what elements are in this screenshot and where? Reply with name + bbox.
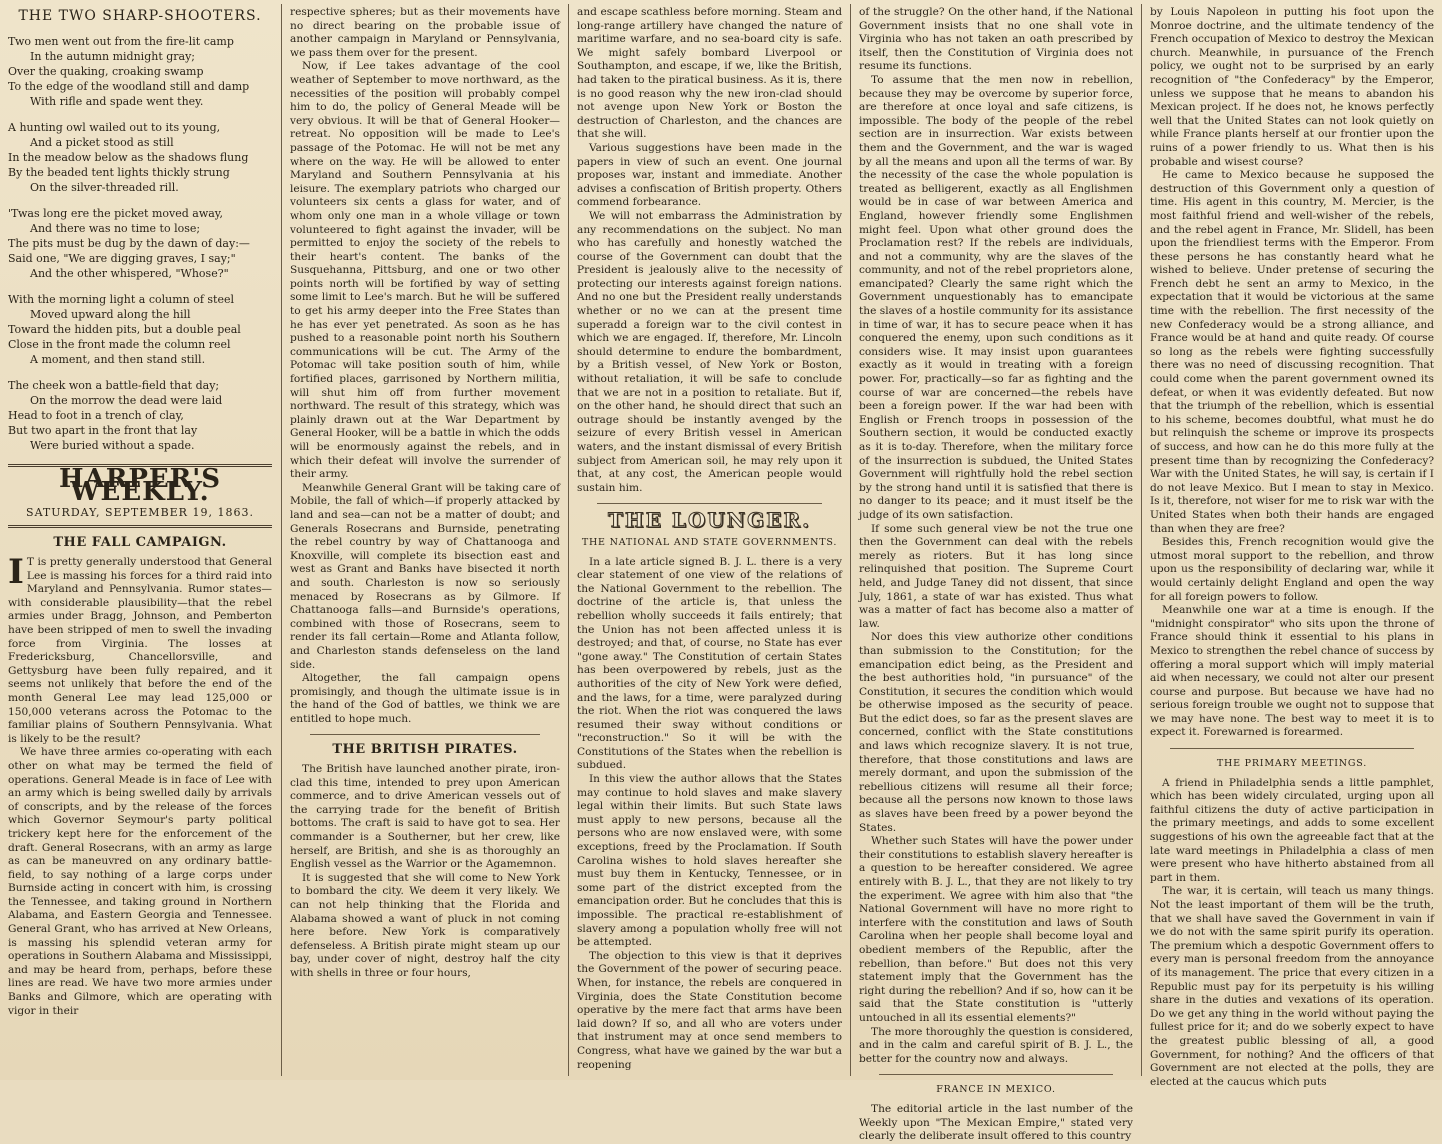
column-rule <box>1141 4 1142 1076</box>
article-title-national-state: THE NATIONAL AND STATE GOVERNMENTS. <box>581 536 838 548</box>
poem-line: By the beaded tent lights thickly strung <box>8 166 230 180</box>
article-paragraph: and escape scathless before morning. Steam and long-range artillery have changed the nature of maritime warfare, and no sea-board city is safe. We might safely bombard Liverpool or Southampton, and escape, if we, like the British, had taken to the piratical business. As it is, there is no good reason why the new iron-clad should not avenge upon New York or Boston the destruction of Charleston, and the chances are that she will. <box>577 6 842 141</box>
article-paragraph: Meanwhile one war at a time is enough. If the "midnight conspirator" who sits upon the throne of France should think it essential to his plans in Mexico to strengthen the rebel chance of success by offering a moral support which will imply material aid when necessary, we could not alter our present course and purpose. But because we have had no serious foreign trouble we ought not to suppose that we may have none. The best way to meet it is to expect it. Forewarned is forearmed. <box>1150 604 1434 739</box>
fall-campaign-paragraph: I T is pretty generally understood that General Lee is massing his forces for a third raid into Maryland and Pennsylvania. Rumor states—with considerable plausibility—that the rebel armies under Bragg, Johnson, and Pemberton have been stripped of men to swell the invading force from Virginia. The losses at Fredericksburg, Chancellorsville, and Gettysburg have been fully repaired, and it seems not unlikely that before the end of the month General Lee may lead 125,000 or 150,000 veterans across the Potomac to the familiar plains of Southern Pennsylvania. What is likely to be the result? <box>8 552 272 745</box>
article-paragraph: Meanwhile General Grant will be taking care of Mobile, the fall of which—if properly attacked by land and sea—can not be a matter of doubt; and Generals Rosecrans and Burnside, penetrating the rebel country by way of Chattanooga and Knoxville, will complete its bisection east and west as Grant and Banks have bisected it north and south. Charleston is now so seriously menaced by Rosecrans as by Gilmore. If Chattanooga falls—and Burnside's operations, combined with those of Rosecrans, seem to render its fall certain—Rome and Atlanta follow, and Charleston stands defenseless on the land side. <box>290 481 560 671</box>
article-paragraph: To assume that the men now in rebellion, because they may be overcome by superior force, are therefore at once loyal and safe citizens, is impossible. The body of the people of the rebel section are in insurrection. War exists between them and the Government, and the war is waged by all the means and upon all the terms of war. By the necessity of the case the whole population is treated as belligerent, exactly as all Englishmen would be in case of war between America and England, however friendly some Englishmen might feel. Upon what other ground does the Proclamation rest? If the rebels are individuals, and not a community, why are the slaves of the community, and not of the rebel proprietors alone, emancipated? Clearly the same right which the Government unquestionably has to emancipate the slaves of a hostile community for its assistance in time of war, it has to secure peace when it has conquered the enemy, upon such conditions as it considers wise. It may insist upon guarantees exactly as it would in treating with a foreign power. For, practically—so far as fighting and the course of war are concerned—the rebels have been a foreign power. If the war had been with English or French troops in possession of the Southern section, it would be conducted exactly as it is to-day. Therefore, when the military force of the insurrection is subdued, the United States Government will rightfully hold the rebel section by the strong hand until it is satisfied that there is no danger to its peace; and it must itself be the judge of its own satisfaction. <box>859 73 1133 521</box>
poem-line: To the edge of the woodland still and damp <box>8 80 250 94</box>
poem-line: On the morrow the dead were laid <box>30 393 223 407</box>
article-paragraph: If some such general view be not the true one then the Government can deal with the rebels merely as rioters. But it has long since relinquished that position. The Supreme Court held, and Judge Taney did not dissent, that since July, 1861, a state of war has existed. Thus what was a matter of fact has become also a matter of law. <box>859 522 1133 630</box>
poem-stanza <box>8 34 272 110</box>
section-rule <box>1170 748 1414 749</box>
section-rule <box>879 1074 1113 1075</box>
poem-line: But two apart in the front that lay <box>8 424 198 438</box>
poem-stanza <box>8 378 272 454</box>
column-2 <box>284 6 566 1076</box>
poem-line: The cheek won a battle-field that day; <box>8 378 220 392</box>
poem-line: On the silver-threaded rill. <box>30 181 179 195</box>
section-title-lounger: THE LOUNGER. <box>607 508 812 533</box>
poem-stanza <box>8 120 272 196</box>
article-paragraph: The editorial article in the last number of the Weekly upon "The Mexican Empire," stated very clearly the deliberate insult offered to this country <box>859 1102 1133 1143</box>
article-paragraph: respective spheres; but as their movements have no direct bearing on the probable issue of another campaign in Maryland or Pennsylvania, we pass them over for the present. <box>290 6 560 59</box>
poem-line: With the morning light a column of steel <box>8 292 235 306</box>
poem-line: Moved upward along the hill <box>30 307 191 321</box>
masthead: HARPER'S WEEKLY. <box>58 463 222 508</box>
poem-line: And the other whispered, "Whose?" <box>30 267 229 281</box>
poem-title: THE TWO SHARP-SHOOTERS. <box>18 8 262 24</box>
poem-line: With rifle and spade went they. <box>30 95 204 109</box>
poem-line: Head to foot in a trench of clay, <box>8 409 184 423</box>
column-5 <box>1144 6 1440 1088</box>
section-rule <box>310 734 540 735</box>
poem-line: Close in the front made the column reel <box>8 338 231 352</box>
dateline: SATURDAY, SEPTEMBER 19, 1863. <box>26 505 254 519</box>
column-rule <box>568 4 569 1076</box>
article-paragraph: The objection to this view is that it deprives the Government of the power of securing peace. When, for instance, the rebels are conquered in Virginia, does the State Constitution become operative by the mere fact that arms have been laid down? If so, and all who are voters under that instrument may at once send members to Congress, what have we gained by the war but a reopening <box>577 949 842 1071</box>
article-paragraph: Whether such States will have the power under their constitutions to establish slavery hereafter is a question to be hereafter considered. We agree entirely with B. J. L., that they are not likely to try the experiment. We agree with him also that "the National Government will have no more right to interfere with the constitution and laws of South Carolina when her people shall become loyal and obedient members of the Republic, after the rebellion, than before." But does not this very statement imply that the Government has the right during the rebellion? And if so, how can it be said that the State constitution is "utterly untouched in all its essential elements?" <box>859 835 1133 1024</box>
poem-line: And there was no time to lose; <box>30 221 201 235</box>
article-paragraph: In a late article signed B. J. L. there is a very clear statement of one view of the relations of the National Government to the rebellion. The doctrine of the article is, that unless the rebellion wholly succeeds it fails entirely; that the Union has not been affected unless it is destroyed; and that, of course, no State has ever "gone away." The Constitution of certain States has been overpowered by rebels, just as the authorities of the city of New York were defied, and the laws, for a time, were paralyzed during the riot. When the riot was conquered the laws resumed their sway without conditions or "reconstruction." So it will be with the Constitutions of the States when the rebellion is subdued. <box>577 555 842 772</box>
poem-line: Were buried without a spade. <box>30 439 195 453</box>
poem-stanza <box>8 206 272 282</box>
article-title-primary-meetings: THE PRIMARY MEETINGS. <box>1216 758 1368 770</box>
poem-line: Two men went out from the fire-lit camp <box>8 34 234 48</box>
poem-line: A hunting owl wailed out to its young, <box>8 120 221 134</box>
article-paragraph: He came to Mexico because he supposed the destruction of this Government only a question of time. His agent in this country, M. Mercier, is the most faithful friend and well-wisher of the rebels, and the rebel agent in France, Mr. Slidell, has been upon the friendliest terms with the Emperor. From these persons he has constantly heard what he wished to believe. Under pretense of securing the French debt he sent an army to Mexico, in the expectation that it would be victorious at the same time with the rebellion. The first necessity of the new Confederacy would be a strong alliance, and France would be at hand and quite ready. Of course so long as the rebels were fighting successfully there was no need of discussing recognition. That could come when the parent government owned its defeat, or when it was evidently defeated. But now that the triumph of the rebellion, which is essential to his scheme, becomes doubtful, what must he do but relinquish the scheme or improve its prospects of success, and how can he do this more fully at the present time than by recognizing the Confederacy? War with the United States, he will say, is certain if I do not leave Mexico. But I mean to stay in Mexico. Is it, therefore, not wiser for me to risk war with the United States when both their hands are engaged than when they are free? <box>1150 169 1434 535</box>
column-1 <box>2 6 278 1076</box>
poem <box>8 34 272 454</box>
column-4 <box>853 6 1139 1143</box>
poem-line: The pits must be dug by the dawn of day:— <box>8 237 250 251</box>
article-title-british-pirates: THE BRITISH PIRATES. <box>332 742 518 758</box>
column-rule <box>281 4 282 1076</box>
article-paragraph: We will not embarrass the Administration by any recommendations on the subject. No man who has carefully and honestly watched the course of the Government can doubt that the President is jealously alive to the necessity of protecting our interests against foreign nations. And no one but the President really understands whether or no we can at the present time superadd a foreign war to the civil contest in which we are engaged. If, therefore, Mr. Lincoln should determine to endure the bombardment, by a British vessel, of New York or Boston, without retaliation, it will be safe to conclude that we are not in a position to retaliate. But if, on the other hand, he should direct that such an outrage should be instantly avenged by the seizure of every British vessel in American waters, and the instant dismissal of every British subject from American soil, he may rely upon it that, at any cost, the American people would sustain him. <box>577 209 842 494</box>
drop-cap: I <box>8 552 24 593</box>
fall-campaign-paragraph: We have three armies co-operating with each other on what may be termed the field of operations. General Meade is in face of Lee with an army which is being swelled daily by arrivals of conscripts, and by the release of the forces which Governor Seymour's party political trickery kept here for the enforcement of the draft. General Rosecrans, with an army as large as can be maneuvred on any ordinary battle-field, to say nothing of a large corps under Burnside acting in concert with him, is crossing the Tennessee, and taking ground in Northern Alabama, and Eastern Georgia and Tennessee. General Grant, who has arrived at New Orleans, is massing his splendid veteran army for operations in Southern Alabama and Mississippi, and may be heard from, perhaps, before these lines are read. We have two more armies under Banks and Gilmore, which are operating with vigor in their <box>8 746 272 1017</box>
dateline-rule <box>8 525 272 528</box>
section-rule <box>597 503 822 504</box>
article-paragraph: Nor does this view authorize other conditions than submission to the Constitution; for the emancipation edict being, as the President and the best authorities hold, "in pursuance" of the Constitution, it secures the condition which would be otherwise imposed as the security of peace. But the edict does, so far as the present slaves are concerned, conflict with the State constitutions and laws which recognize slavery. It is not true, therefore, that those constitutions and laws are merely dormant, and upon the submission of the rebellious citizens will resume all their force; because all the persons now known to those laws as slaves have been freed by a power beyond the States. <box>859 631 1133 834</box>
article-paragraph: The war, it is certain, will teach us many things. Not the least important of them will be the truth, that we shall have saved the Government in vain if we do not with the same spirit purify its operation. The premium which a despotic Government offers to every man is personal freedom from the annoyance of its management. The price that every citizen in a Republic must pay for its perpetuity is his willing share in the duties and vexations of its operation. Do we get any thing in the world without paying the fullest price for it; and do we soberly expect to have the greatest public blessing of all, a good Government, for nothing? And the officers of that Government are not elected at the polls, they are elected at the caucus which puts <box>1150 885 1434 1088</box>
article-paragraph: The more thoroughly the question is considered, and in the calm and careful spirit of B. J. L., the better for the country now and always. <box>859 1025 1133 1065</box>
article-title-fall-campaign: THE FALL CAMPAIGN. <box>53 535 227 551</box>
column-rule <box>850 4 851 1076</box>
poem-line: Toward the hidden pits, but a double peal <box>8 323 241 337</box>
poem-line: 'Twas long ere the picket moved away, <box>8 206 224 220</box>
article-paragraph: It is suggested that she will come to New York to bombard the city. We deem it very likely. We can not help thinking that the Florida and Alabama showed a want of pluck in not coming here before. New York is comparatively defenseless. A British pirate might steam up our bay, under cover of night, destroy half the city with shells in three or four hours, <box>290 871 560 979</box>
article-paragraph: A friend in Philadelphia sends a little pamphlet, which has been widely circulated, urging upon all faithful citizens the duty of active participation in the primary meetings, and adds to some excellent suggestions of his own the agreeable fact that at the late ward meetings in Philadelphia a class of men were present who have hitherto abstained from all part in them. <box>1150 776 1434 884</box>
article-paragraph: In this view the author allows that the States may continue to hold slaves and make slavery legal within their limits. But such State laws must apply to new persons, because all the persons who are now enslaved were, with some exceptions, freed by the Proclamation. If South Carolina wishes to hold slaves hereafter she must buy them in Kentucky, Tennessee, or in some part of the district excepted from the emancipation order. But he concludes that this is impossible. The practical re-establishment of slavery among a population wholly free will not be attempted. <box>577 773 842 949</box>
column-3 <box>571 6 848 1076</box>
article-paragraph: Various suggestions have been made in the papers in view of such an event. One journal proposes war, instant and immediate. Another advises a confiscation of British property. Others commend forbearance. <box>577 141 842 209</box>
poem-line: And a picket stood as still <box>30 135 174 149</box>
article-paragraph: Besides this, French recognition would give the utmost moral support to the rebellion, and throw upon us the responsibility of declaring war, while it would certainly delight England and open the way for all foreign powers to follow. <box>1150 536 1434 603</box>
poem-line: Over the quaking, croaking swamp <box>8 65 204 78</box>
article-paragraph: Altogether, the fall campaign opens promisingly, and though the ultimate issue is in the hand of the God of battles, we think we are entitled to hope much. <box>290 672 560 725</box>
poem-stanza <box>8 292 272 368</box>
poem-line: A moment, and then stand still. <box>30 353 206 367</box>
article-paragraph: by Louis Napoleon in putting his foot upon the Monroe doctrine, and the ultimate tendency of the French occupation of Mexico to destroy the Mexican church. Meanwhile, in pursuance of the French policy, we ought not to be surprised by an early recognition of "the Confederacy" by the Emperor, unless we suppose that he means to abandon his Mexican project. If he does not, he knows perfectly well that the United States can not look quietly on while France plants herself at our frontier upon the ruins of a power friendly to us. What then is his probable and wisest course? <box>1150 6 1434 168</box>
poem-line: In the autumn midnight gray; <box>30 49 196 63</box>
poem-line: Said one, "We are digging graves, I say;" <box>8 252 236 266</box>
article-paragraph: Now, if Lee takes advantage of the cool weather of September to move northward, as the necessities of the position will probably compel him to do, the policy of General Meade will be very obvious. It will be that of General Hooker—retreat. No opposition will be made to Lee's passage of the Potomac. He will not be met any where on the way. He will be allowed to enter Maryland and Southern Pennsylvania at his leisure. The exemplary patriots who charged our volunteers six cents a glass for water, and of whom only one man in a whole village or town volunteered to fight against the invader, will be permitted to enjoy the society of the rebels to their heart's content. The banks of the Susquehanna, Pittsburg, and one or two other points north will be fortified by way of setting some limit to Lee's march. But he will be suffered to get his army deeper into the Free States than he has ever yet penetrated. As soon as he has pushed to a reasonable point north his Southern communications will be cut. The Army of the Potomac will take position south of him, while fortified places, garrisoned by Northern militia, will shut him off from further movement northward. The result of this strategy, which was plainly drawn out at the War Department by General Hooker, will be a battle in which the odds will be enormously against the rebels, and in which their defeat will involve the surrender of their army. <box>290 60 560 481</box>
article-title-france-mexico: FRANCE IN MEXICO. <box>936 1084 1056 1096</box>
article-paragraph: The British have launched another pirate, iron-clad this time, intended to prey upon American commerce, and to drive American vessels out of the carrying trade for the benefit of British bottoms. The craft is said to have got to sea. Her commander is a Southerner, but her crew, like herself, are British, and she is as thoroughly an English vessel as the Warrior or the Agamemnon. <box>290 763 560 871</box>
article-paragraph: of the struggle? On the other hand, if the National Government insists that no one shall vote in Virginia who has not taken an oath prescribed by itself, then the Constitution of Virginia does not resume its functions. <box>859 6 1133 73</box>
poem-line: In the meadow below as the shadows flung <box>8 151 249 165</box>
